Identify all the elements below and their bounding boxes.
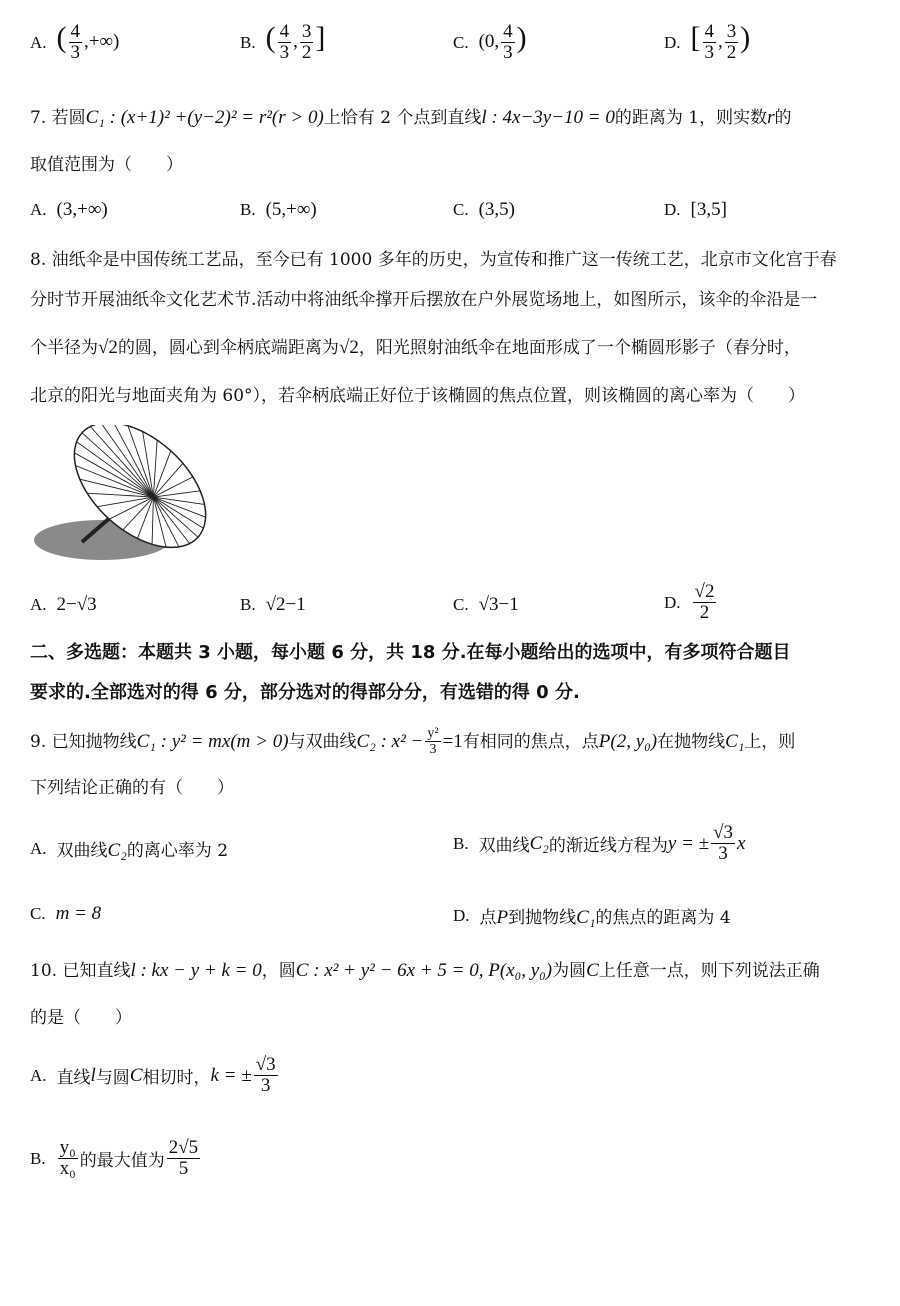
q10-option-b: B. $\frac{\text{y₀}}{\text{x₀}}$ 的最大值为 $\frac{2√5}{5}$ bbox=[30, 1137, 199, 1179]
fraction: $\frac{4}{3}$ bbox=[70, 21, 81, 63]
q6-option-c: C. (0, $\frac{4}{3}$ ) bbox=[453, 20, 527, 63]
q10-stem-line1: 10. 已知直线l : kx − y + k = 0，圆C : x² + y² − 6x + 5 = 0, P(x₀, y₀)为圆C上任意一点，则下列说法正确 bbox=[30, 960, 820, 981]
q8-stem-line1: 8. 油纸伞是中国传统工艺品，至今已有 1000 多年的历史，为宣传和推广这一传统工艺，北京市文化宫于春 bbox=[30, 250, 837, 270]
section-2-heading-line2: 要求的.全部选对的得 6 分，部分选对的得部分分，有选错的得 0 分. bbox=[30, 682, 580, 703]
line-equation: l : 4x−3y−10 = 0 bbox=[481, 107, 615, 128]
q8-option-a: A. 2−√3 bbox=[30, 594, 97, 615]
umbrella-illustration bbox=[30, 425, 210, 565]
q7-stem-line1: 7. 若圆C₁ : (x+1)² +(y−2)² = r²(r > 0)上恰有 2 个点到直线l : 4x−3y−10 = 0的距离为 1，则实数r的 bbox=[30, 107, 792, 128]
q10-stem-line2: 的是（ ） bbox=[30, 1008, 132, 1028]
q9-option-b: B. 双曲线 C₂ 的渐近线方程为 y = ± $\frac{√3}{3}$ x bbox=[453, 822, 746, 864]
q9-stem-line2: 下列结论正确的有（ ） bbox=[30, 778, 234, 798]
section-2-heading-line1: 二、多选题：本题共 3 小题，每小题 6 分，共 18 分.在每小题给出的选项中，有多项符合题目 bbox=[30, 642, 791, 663]
umbrella-figure bbox=[30, 425, 210, 565]
q8-stem-line2: 分时节开展油纸伞文化艺术节.活动中将油纸伞撑开后摆放在户外展览场地上，如图所示，该伞的伞沿是一 bbox=[30, 290, 818, 310]
q7-option-c: C. (3,5) bbox=[453, 199, 515, 220]
q7-stem-line2: 取值范围为（ ） bbox=[30, 155, 183, 175]
q7-option-a: A. (3,+∞) bbox=[30, 199, 108, 220]
q8-stem-line4: 北京的阳光与地面夹角为 60°），若伞柄底端正好位于该椭圆的焦点位置，则该椭圆的离心率为（ ） bbox=[30, 386, 806, 406]
q9-option-a: A. 双曲线C₂的离心率为 2 bbox=[30, 839, 229, 861]
option-label: A. bbox=[30, 32, 47, 52]
q9-option-c: C. m = 8 bbox=[30, 903, 102, 924]
circle-equation: C₁ : (x+1)² +(y−2)² = r²(r > 0) bbox=[85, 107, 324, 128]
q8-option-c: C. √3−1 bbox=[453, 594, 519, 615]
q8-option-d: D. $\frac{√2}{2}$ bbox=[664, 581, 715, 623]
q8-option-b: B. √2−1 bbox=[240, 594, 306, 615]
q6-option-d: D. [ $\frac{4}{3}$ , $\frac{3}{2}$ ) bbox=[664, 20, 751, 63]
q9-stem-line1: 9. 已知抛物线 C₁ : y² = mx(m > 0) 与双曲线 C₂ : x² − $\frac{\text{y²}}{3}$ =1 有相同的焦点，点 P(2, y₀) 在抛物线 C₁ 上，则 bbox=[30, 726, 796, 757]
q7-option-b: B. (5,+∞) bbox=[240, 199, 317, 220]
q10-option-a: A. 直线 l 与圆 C 相切时， k = ± $\frac{√3}{3}$ bbox=[30, 1054, 276, 1096]
q6-option-b: B. ( $\frac{4}{3}$ , $\frac{3}{2}$ ] bbox=[240, 20, 326, 63]
q8-stem-line3: 个半径为√2的圆，圆心到伞柄底端距离为√2，阳光照射油纸伞在地面形成了一个椭圆形影子（春分时， bbox=[30, 337, 801, 358]
q9-option-d: D. 点P到抛物线C₁的焦点的距离为 4 bbox=[453, 906, 731, 928]
q7-option-d: D. [3,5] bbox=[664, 199, 727, 220]
q6-option-a: A. ( $\frac{4}{3}$ ,+∞) bbox=[30, 20, 120, 63]
